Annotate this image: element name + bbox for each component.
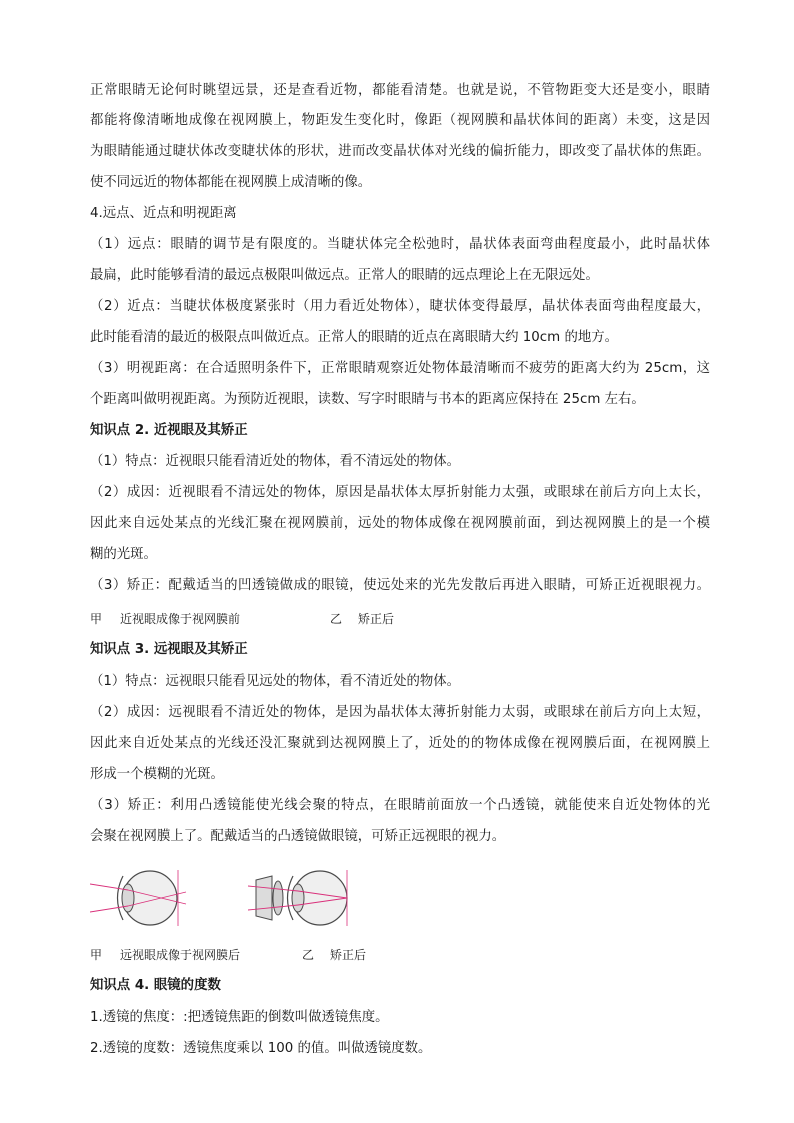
caption-text: 矫正后 <box>358 612 395 626</box>
hyperopia-eye-diagram <box>90 862 190 934</box>
caption-mark: 甲 <box>90 612 103 626</box>
paragraph-line: 糊的光斑。 <box>90 547 157 562</box>
light-ray <box>90 906 128 912</box>
paragraph-line: （1）远点：眼睛的调节是有限度的。当睫状体完全松弛时，晶状体表面弯曲程度最小，此时晶状体 <box>90 237 710 252</box>
paragraph-line: （1）特点：远视眼只能看见远处的物体，看不清近处的物体。 <box>90 674 461 689</box>
lens <box>292 884 304 912</box>
paragraph-line: 都能将像清晰地成像在视网膜上，物距发生变化时，像距（视网膜和晶状体间的距离）未变，这是因 <box>90 113 710 128</box>
paragraph-line: （2）近点：当睫状体极度紧张时（用力看近处物体），睫状体变得最厚，晶状体表面弯曲程度最大， <box>90 299 710 314</box>
light-ray <box>90 884 128 890</box>
knowledge-heading: 知识点 3. 远视眼及其矫正 <box>90 642 248 657</box>
caption-mark: 乙 <box>302 948 315 962</box>
lens-edge <box>273 881 283 915</box>
paragraph-line: 最扁，此时能够看清的最远点极限叫做远点。正常人的眼睛的远点理论上在无限远处。 <box>90 268 599 283</box>
lens <box>122 884 134 912</box>
paragraph-line: 因此来自远处某点的光线汇聚在视网膜前，远处的物体成像在视网膜前面，到达视网膜上的是一个模 <box>90 516 710 531</box>
paragraph-line: 使不同远近的物体都能在视网膜上成清晰的像。 <box>90 175 372 190</box>
paragraph-line: （3）矫正：配戴适当的凹透镜做成的眼镜，使远处来的光先发散后再进入眼睛，可矫正近视眼视力。 <box>90 578 710 593</box>
paragraph-line: 此时能看清的最近的极限点叫做近点。正常人的眼睛的近点在离眼睛大约 10cm 的地方。 <box>90 330 619 345</box>
caption-text: 矫正后 <box>330 948 367 962</box>
caption-mark: 甲 <box>90 948 103 962</box>
paragraph-line: 个距离叫做明视距离。为预防近视眼，读数、写字时眼睛与书本的距离应保持在 25cm 左右。 <box>90 392 645 407</box>
paragraph-line: 1.透镜的焦度：:把透镜焦距的倒数叫做透镜焦度。 <box>90 1010 389 1025</box>
paragraph-line: 形成一个模糊的光斑。 <box>90 767 224 782</box>
paragraph-line: 会聚在视网膜上了。配戴适当的凸透镜做眼镜，可矫正远视眼的视力。 <box>90 829 506 844</box>
caption-mark: 乙 <box>330 612 343 626</box>
corrected-eye-diagram <box>248 862 358 934</box>
paragraph-line: 因此来自近处某点的光线还没汇聚就到达视网膜上了，近处的的物体成像在视网膜后面，在视网膜上 <box>90 736 710 751</box>
paragraph-line: （2）成因：近视眼看不清远处的物体，原因是晶状体太厚折射能力太强，或眼球在前后方向上太长， <box>90 485 710 500</box>
knowledge-heading: 知识点 4. 眼镜的度数 <box>90 978 221 993</box>
caption-text: 近视眼成像于视网膜前 <box>120 612 241 626</box>
paragraph-line: （3）明视距离：在合适照明条件下，正常眼睛观察近处物体最清晰而不疲劳的距离大约为 25cm，这 <box>90 361 710 376</box>
paragraph-line: 2.透镜的度数：透镜焦度乘以 100 的值。叫做透镜度数。 <box>90 1041 432 1056</box>
caption-text: 远视眼成像于视网膜后 <box>120 948 241 962</box>
paragraph-line: （2）成因：远视眼看不清近处的物体，是因为晶状体太薄折射能力太弱，或眼球在前后方向上太短， <box>90 705 710 720</box>
convex-lens <box>256 876 272 920</box>
paragraph-line: 正常眼睛无论何时眺望远景，还是查看近物，都能看清楚。也就是说，不管物距变大还是变小，眼睛 <box>90 83 710 98</box>
knowledge-heading: 知识点 2. 近视眼及其矫正 <box>90 423 248 438</box>
paragraph-line: （3）矫正：利用凸透镜能使光线会聚的特点，在眼睛前面放一个凸透镜，就能使来自近处物体的光 <box>90 798 710 813</box>
paragraph-line: 为眼睛能通过睫状体改变睫状体的形状，进而改变晶状体对光线的偏折能力，即改变了晶状体的焦距。 <box>90 144 710 159</box>
section-heading: 4.远点、近点和明视距离 <box>90 206 237 221</box>
paragraph-line: （1）特点：近视眼只能看清近处的物体，看不清远处的物体。 <box>90 454 461 469</box>
